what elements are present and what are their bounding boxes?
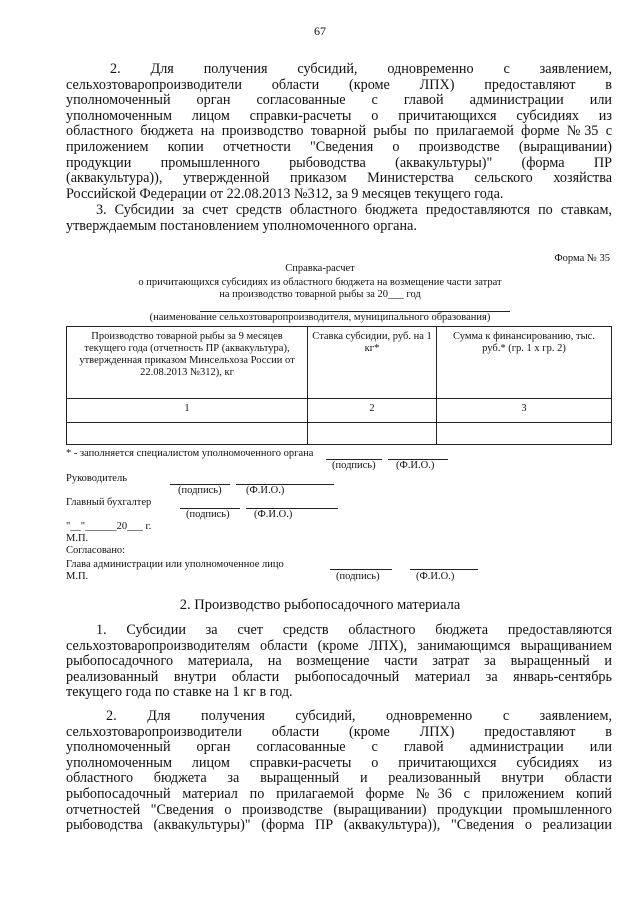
form-subtitle-year: на производство товарной рыбы за 20___ год — [219, 289, 421, 300]
form-number: Форма № 35 — [554, 253, 610, 264]
signature-caption: (подпись) — [186, 509, 230, 520]
name-caption: (Ф.И.О.) — [396, 460, 435, 471]
text-line: 3. Субсидии за счет средств областного бюджета предоставляются по ставкам, — [96, 202, 612, 218]
text-line: уполномоченный орган согласованные с главой администрации или — [66, 739, 612, 756]
signature-caption: (подпись) — [336, 571, 380, 582]
text-line: 2. Для получения субсидий, одновременно с заявлением, — [106, 708, 612, 724]
table-cell — [437, 423, 612, 445]
text-line: рыбоводства (аквакультуры)" (форма ПР (аквакультура)), "Сведения о реализации — [66, 817, 612, 834]
column-header-amount: Сумма к финансированию, тыс. руб.* (гр. 1 х гр. 2) — [437, 327, 612, 399]
column-number: 1 — [67, 399, 308, 423]
label-head: Руководитель — [66, 473, 127, 484]
signature-line — [330, 569, 392, 570]
subsidy-form-table — [66, 326, 612, 445]
column-header-production: Производство товарной рыбы за 9 месяцев текущего года (отчетность ПР (аквакультура), утвержденная приказом Минсельхоза России от 22.08.2013 №312), кг — [67, 327, 308, 399]
text-line: 1. Субсидии за счет средств областного бюджета предоставляются — [96, 622, 612, 638]
label-glava: Глава администрации или уполномоченное лицо — [66, 559, 284, 570]
label-accountant: Главный бухгалтер — [66, 497, 152, 508]
agreed-label: Согласовано: — [66, 545, 126, 556]
text-line: сельхозтоваропроизводители области (кроме ЛПХ) предоставляют в — [66, 76, 612, 93]
text-line: текущего года по ставке на 1 кг в год. — [66, 684, 293, 701]
text-line: сельхозтоваропроизводителям области (кроме ЛПХ), занимающимся выращиванием — [66, 637, 612, 654]
stamp-label: М.П. — [66, 571, 89, 582]
form-title: Справка-расчет — [285, 263, 355, 274]
text-line: уполномоченным лицом справки-расчеты о причитающихся субсидиях из — [66, 107, 612, 124]
text-line: (аквакультура)), утвержденной приказом Министерства сельского хозяйства — [66, 170, 612, 187]
text-line: приложением копии отчетности "Сведения о производстве (выращивании) — [66, 138, 612, 155]
signature-caption: (подпись) — [332, 460, 376, 471]
name-caption: (Ф.И.О.) — [246, 485, 285, 496]
name-line — [410, 569, 478, 570]
text-line: рыбопосадочный материал по прилагаемой форме №36 с приложением копий — [66, 785, 612, 802]
name-caption: (Ф.И.О.) — [416, 571, 455, 582]
text-line: уполномоченным лицом справки-расчеты о причитающихся субсидиях из — [66, 754, 612, 771]
text-line: областного бюджета на производство товарной рыбы по прилагаемой форме №35 с — [66, 123, 612, 140]
text-line: 2. Для получения субсидий, одновременно с заявлением, — [110, 61, 612, 77]
paragraph-section2-item-2 — [66, 709, 612, 834]
paragraph-item-2 — [66, 62, 612, 202]
text-line: утверждаемым постановлением уполномоченного органа. — [66, 217, 417, 234]
signature-caption: (подпись) — [178, 485, 222, 496]
section-heading: 2. Производство рыбопосадочного материала — [179, 597, 461, 613]
text-line: областного бюджета за выращенный и реализованный внутри области — [66, 770, 612, 787]
page-number: 67 — [314, 24, 326, 38]
org-name-caption: (наименование сельхозтоваропроизводителя, муниципального образования) — [149, 312, 491, 323]
date-field: "__"______20___ г. — [66, 521, 152, 532]
text-line: продукции промышленного рыбоводства (аквакультуры)" (форма ПР — [66, 154, 612, 171]
column-header-rate: Ставка субсидии, руб. на 1 кг* — [308, 327, 437, 399]
column-number: 2 — [308, 399, 437, 423]
text-line: реализованный внутри области рыбопосадочный материал за январь-сентябрь — [66, 668, 612, 685]
text-line: рыбопосадочного материала, на возмещение части затрат за выращенный и — [66, 653, 612, 670]
footnote: * - заполняется специалистом уполномоченного органа — [66, 448, 314, 459]
table-cell — [67, 423, 308, 445]
text-line: сельхозтоваропроизводители области (кроме ЛПХ) предоставляют в — [66, 723, 612, 740]
paragraph-item-3 — [66, 203, 612, 234]
paragraph-section2-item-1 — [66, 623, 612, 701]
text-line: отчетностей "Сведения о производстве (выращивании) продукции промышленного — [66, 801, 612, 818]
table-cell — [308, 423, 437, 445]
column-number: 3 — [437, 399, 612, 423]
form-subtitle: о причитающихся субсидиях из областного бюджета на возмещение части затрат — [138, 277, 502, 288]
name-caption: (Ф.И.О.) — [254, 509, 293, 520]
stamp-label: М.П. — [66, 533, 89, 544]
text-line: Российской Федерации от 22.08.2013 №312, за 9 месяцев текущего года. — [66, 185, 504, 202]
text-line: уполномоченный орган согласованные с главой администрации или — [66, 92, 612, 109]
